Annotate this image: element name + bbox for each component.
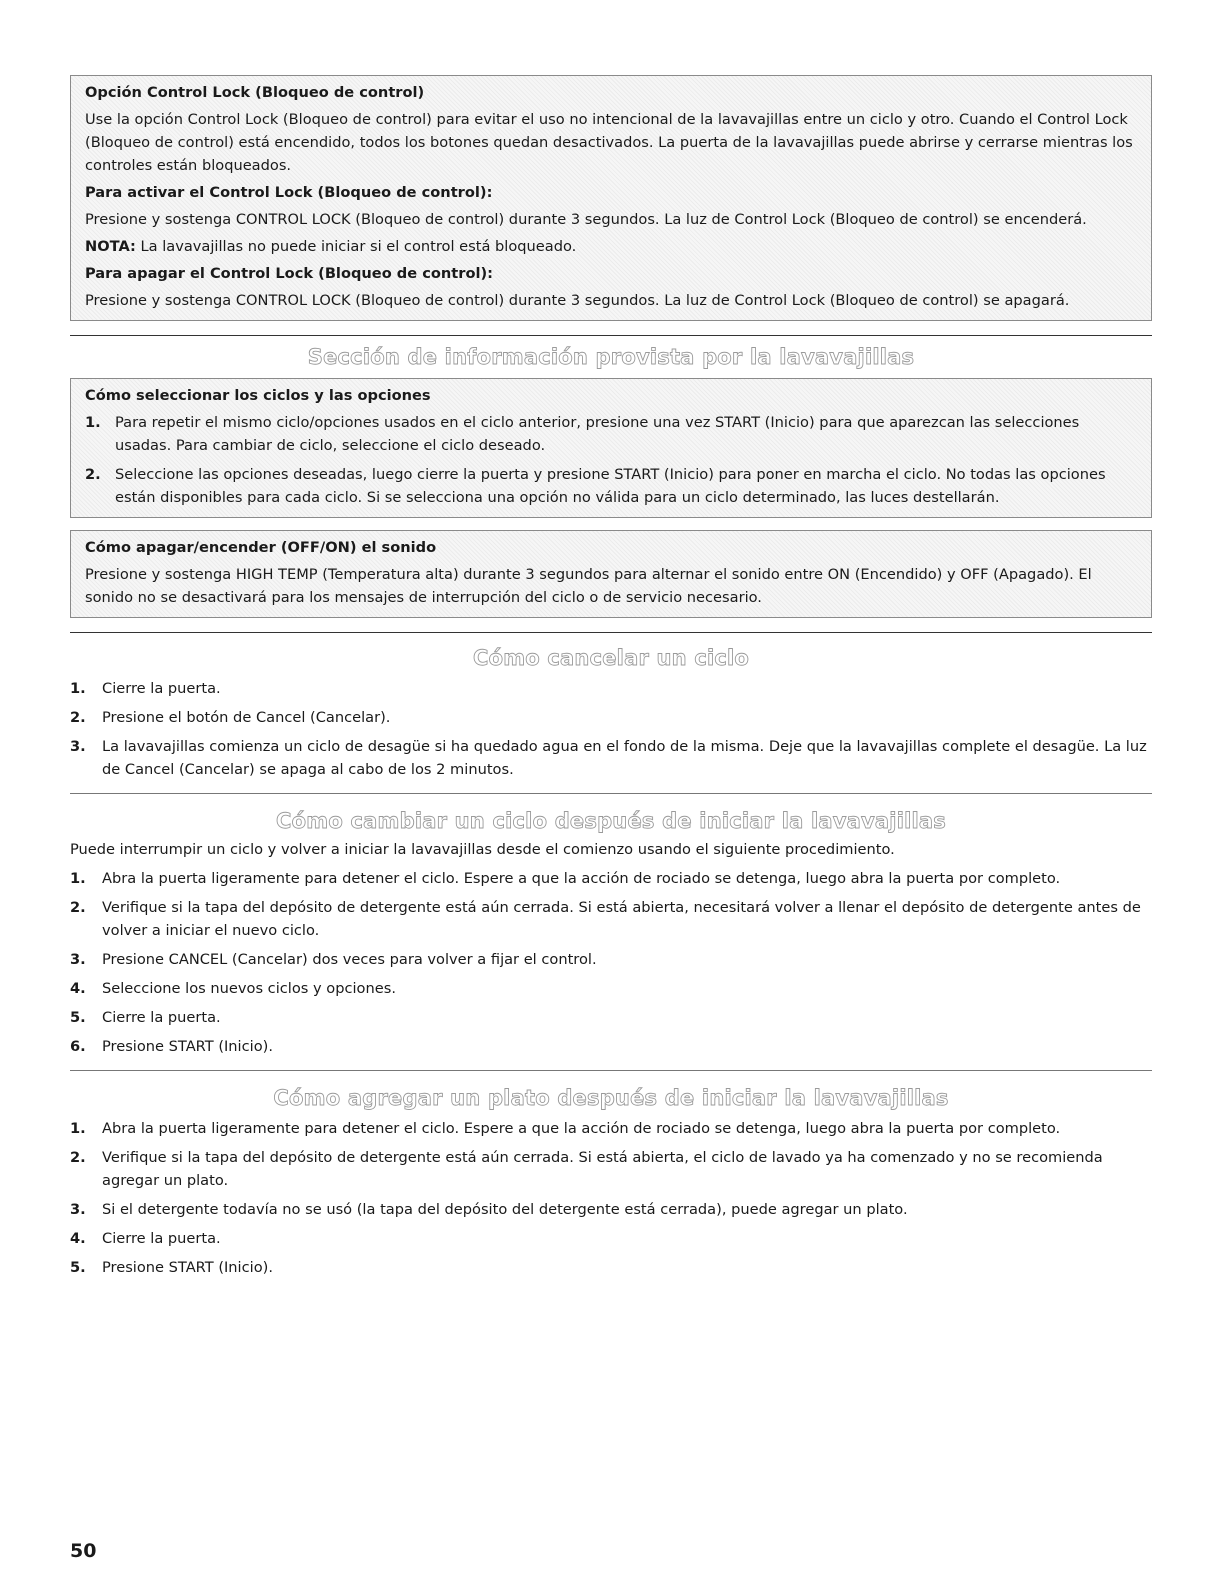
control-lock-box <box>70 75 1152 321</box>
section-divider <box>70 335 1152 336</box>
select-cycles-box <box>70 378 1152 518</box>
list-item <box>85 463 1137 509</box>
list-item <box>70 706 1152 729</box>
item-number: 6. <box>70 1038 86 1055</box>
item-text: Para repetir el mismo ciclo/opciones usados en el ciclo anterior, presione una vez START (Inicio) para que aparezcan las selecciones usadas. Para cambiar de ciclo, seleccione el ciclo deseado. <box>115 414 1080 454</box>
info-section-title: Sección de información provista por la lavavajillas <box>307 345 915 369</box>
add-section-title: Cómo agregar un plato después de iniciar la lavavajillas <box>273 1086 949 1110</box>
item-number: 5. <box>70 1259 86 1276</box>
select-cycles-title: Cómo seleccionar los ciclos y las opciones <box>85 387 431 404</box>
list-item <box>70 1117 1152 1140</box>
select-cycles-list <box>85 411 1137 509</box>
section-divider <box>70 632 1152 633</box>
item-text: Presione CANCEL (Cancelar) dos veces para volver a fijar el control. <box>102 951 597 968</box>
item-number: 5. <box>70 1009 86 1026</box>
item-number: 4. <box>70 980 86 997</box>
list-item <box>70 1006 1152 1029</box>
section-divider <box>70 793 1152 794</box>
sound-title: Cómo apagar/encender (OFF/ON) el sonido <box>85 539 437 556</box>
list-item <box>70 1146 1152 1192</box>
item-number: 2. <box>70 899 86 916</box>
sound-box <box>70 530 1152 618</box>
control-lock-activate-text: Presione y sostenga CONTROL LOCK (Bloqueo de control) durante 3 segundos. La luz de Control Lock (Bloqueo de control) se encenderá. <box>85 211 1087 228</box>
item-text: Verifique si la tapa del depósito de detergente está aún cerrada. Si está abierta, necesitará volver a llenar el depósito de detergente antes de volver a iniciar el nuevo ciclo. <box>102 899 1141 939</box>
item-number: 1. <box>70 680 86 697</box>
list-item <box>70 1198 1152 1221</box>
control-lock-intro: Use la opción Control Lock (Bloqueo de control) para evitar el uso no intencional de la lavavajillas entre un ciclo y otro. Cuando el Control Lock (Bloqueo de control) está encendido, todos los botones quedan desactivados. La puerta de la lavavajillas puede abrirse y cerrarse mientras los controles están bloqueados. <box>85 111 1133 174</box>
add-steps-list <box>70 1117 1152 1279</box>
item-number: 1. <box>70 870 86 887</box>
sound-text: Presione y sostenga HIGH TEMP (Temperatura alta) durante 3 segundos para alternar el sonido entre ON (Encendido) y OFF (Apagado). El sonido no se desactivará para los mensajes de interrupción del ciclo o de servicio necesario. <box>85 566 1092 606</box>
cancel-steps-list <box>70 677 1152 781</box>
item-text: Seleccione los nuevos ciclos y opciones. <box>102 980 396 997</box>
cancel-section-title: Cómo cancelar un ciclo <box>472 646 750 670</box>
list-item <box>70 1256 1152 1279</box>
item-number: 1. <box>85 414 101 431</box>
item-text: Cierre la puerta. <box>102 680 221 697</box>
note-text: La lavavajillas no puede iniciar si el control está bloqueado. <box>135 238 577 255</box>
note-label: NOTA: <box>85 238 136 255</box>
change-section-intro: Puede interrumpir un ciclo y volver a iniciar la lavavajillas desde el comienzo usando el siguiente procedimiento. <box>70 841 895 858</box>
list-item <box>70 677 1152 700</box>
change-steps-list <box>70 867 1152 1058</box>
control-lock-deactivate-heading: Para apagar el Control Lock (Bloqueo de control): <box>85 265 494 282</box>
item-text: Presione el botón de Cancel (Cancelar). <box>102 709 391 726</box>
item-text: Abra la puerta ligeramente para detener el ciclo. Espere a que la acción de rociado se detenga, luego abra la puerta por completo. <box>102 870 1061 887</box>
item-number: 3. <box>70 1201 86 1218</box>
item-number: 1. <box>70 1120 86 1137</box>
list-item <box>70 735 1152 781</box>
page-number: 50 <box>70 1540 97 1562</box>
control-lock-title: Opción Control Lock (Bloqueo de control) <box>85 84 425 101</box>
control-lock-note <box>85 235 1137 258</box>
item-text: Presione START (Inicio). <box>102 1259 273 1276</box>
list-item <box>70 896 1152 942</box>
item-text: Abra la puerta ligeramente para detener el ciclo. Espere a que la acción de rociado se detenga, luego abra la puerta por completo. <box>102 1120 1061 1137</box>
item-number: 2. <box>85 466 101 483</box>
item-text: Verifique si la tapa del depósito de detergente está aún cerrada. Si está abierta, el ciclo de lavado ya ha comenzado y no se recomienda agregar un plato. <box>102 1149 1103 1189</box>
item-number: 4. <box>70 1230 86 1247</box>
item-text: Cierre la puerta. <box>102 1009 221 1026</box>
item-text: Cierre la puerta. <box>102 1230 221 1247</box>
item-number: 2. <box>70 1149 86 1166</box>
document-page <box>70 75 1152 1279</box>
item-text: Presione START (Inicio). <box>102 1038 273 1055</box>
section-divider <box>70 1070 1152 1071</box>
list-item <box>70 867 1152 890</box>
list-item <box>70 977 1152 1000</box>
item-number: 2. <box>70 709 86 726</box>
list-item <box>70 1227 1152 1250</box>
control-lock-deactivate-text: Presione y sostenga CONTROL LOCK (Bloqueo de control) durante 3 segundos. La luz de Control Lock (Bloqueo de control) se apagará. <box>85 292 1070 309</box>
item-number: 3. <box>70 738 86 755</box>
list-item <box>70 948 1152 971</box>
item-text: Si el detergente todavía no se usó (la tapa del depósito del detergente está cerrada), puede agregar un plato. <box>102 1201 908 1218</box>
list-item <box>85 411 1137 457</box>
item-text: La lavavajillas comienza un ciclo de desagüe si ha quedado agua en el fondo de la misma. Deje que la lavavajillas complete el desagüe. La luz de Cancel (Cancelar) se apaga al cabo de los 2 minutos. <box>102 738 1147 778</box>
control-lock-activate-heading: Para activar el Control Lock (Bloqueo de control): <box>85 184 493 201</box>
list-item <box>70 1035 1152 1058</box>
change-section-title: Cómo cambiar un ciclo después de iniciar la lavavajillas <box>276 809 946 833</box>
item-number: 3. <box>70 951 86 968</box>
item-text: Seleccione las opciones deseadas, luego cierre la puerta y presione START (Inicio) para poner en marcha el ciclo. No todas las opciones están disponibles para cada ciclo. Si se selecciona una opción no válida para un ciclo determinado, las luces destellarán. <box>115 466 1106 506</box>
